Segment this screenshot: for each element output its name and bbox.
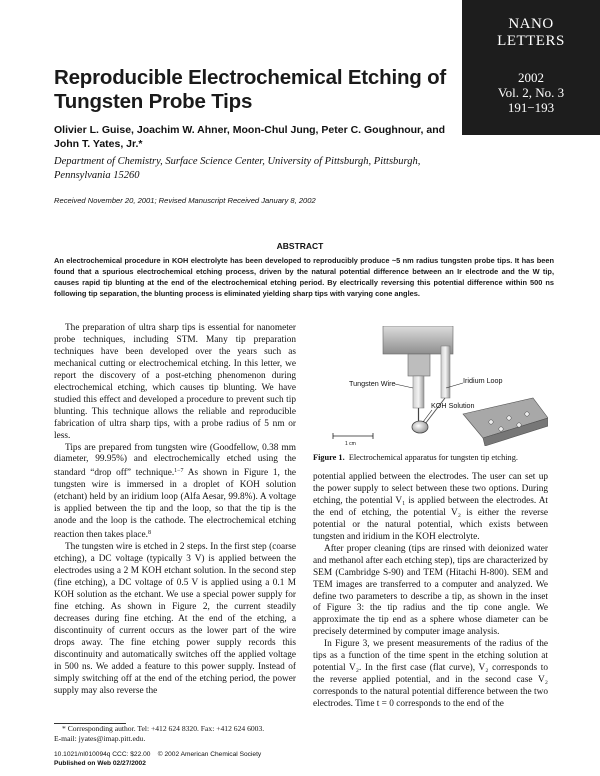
doi-line xyxy=(54,751,454,760)
paragraph: After proper cleaning (tips are rinsed with deionized water and methanol after each etching step), tips are characterized by SEM (Cambridge S-90) and TEM (Hitachi H-800). SEM and TEM images are transferred to a computer and analyzed. We define two parameters to describe a tip, as shown in the inset of Figure 3: the tip radius and the tip cone angle. We approximate the tip end as a sphere whose diameter can be precisely determined by computer image analysis. xyxy=(313,543,548,638)
figure-caption xyxy=(313,452,553,463)
tip-rod xyxy=(413,376,424,408)
label-koh-solution: KOH Solution xyxy=(431,401,475,410)
citation-ref: 8 xyxy=(147,530,151,537)
paragraph xyxy=(54,443,296,543)
journal-badge xyxy=(462,0,600,135)
left-column xyxy=(54,323,296,698)
journal-year: 2002 xyxy=(518,70,544,85)
footnote-contact: * Corresponding author. Tel: +412 624 8320. Fax: +412 624 6003. xyxy=(62,724,265,733)
apparatus-diagram xyxy=(313,326,548,446)
right-column xyxy=(313,472,548,711)
caption-text: Electrochemical apparatus for tungsten tip etching. xyxy=(348,453,518,462)
scale-label: 1 cm xyxy=(345,441,356,446)
screw xyxy=(489,420,493,424)
paragraph: The preparation of ultra sharp tips is essential for nanometer probe techniques, including STM. Many tip preparation techniques have been developed over the years such as mechanical cutting or electrochemical etching. In this letter, we report the discovery of a post-etching phenomenon during electrochemical etching, which causes tip blunting. We have studied this effect and developed a procedure to prevent such tip blunting. This technique allows the reliable and reproducible fabrication of ultra sharp tips, with a probe radius of 5 nm or less. xyxy=(54,323,296,441)
caption-label: Figure 1. xyxy=(313,453,345,462)
paragraph: The tungsten wire is etched in 2 steps. In the first step (coarse etching), a DC voltage (typically 3 V) is applied between the electrodes using a 2 M KOH etchant solution. In the second step (fine etching), a DC voltage of 0.5 V is applied using a 0.1 M KOH solution as the etchant. We use a special power supply for fine etching. As shown in Figure 2, the current steadily decreases during fine etching. At the end of the etching, a discontinuity of current occurs as the lower part of the wire drops away. The fine etching power supply records this discontinuity and automatically switches off the applied voltage in 500 ns. We added a feature to this power supply. Instead of simply switching off at the end of the etching period, the power supply may also reverse the xyxy=(54,542,296,696)
paragraph: In Figure 3, we present measurements of the radius of the tips as a function of the time spent in the etching solution at potential V₂. In the first case (flat curve), V₂ corresponds to the reverse applied potential, and in the second case V₂ corresponds to the natural potential difference between the two electrodes. Time t = 0 corresponds to the end of the xyxy=(313,639,548,710)
footnote xyxy=(54,724,299,744)
screw xyxy=(499,427,503,431)
doi: 10.1021/nl010094q CCC: $22.00 xyxy=(54,751,151,758)
journal-name: NANO LETTERS xyxy=(497,16,565,49)
affiliation: Department of Chemistry, Surface Science Center, University of Pittsburgh, Pittsburgh, Pennsylvania 15260 xyxy=(54,156,421,181)
publication-info xyxy=(54,751,454,768)
author-list: Olivier L. Guise, Joachim W. Ahner, Moon-Chul Jung, Peter C. Goughnour, and John T. Yates, Jr.* xyxy=(54,124,446,150)
abstract-heading: ABSTRACT xyxy=(276,241,324,251)
published-date: Published on Web 02/27/2002 xyxy=(54,759,146,767)
koh-droplet xyxy=(412,421,428,433)
loop-arm xyxy=(441,346,450,398)
received-dates: Received November 20, 2001; Revised Manuscript Received January 8, 2002 xyxy=(54,196,316,205)
label-iridium-loop: Iridium Loop xyxy=(463,376,503,385)
pointer-line xyxy=(395,384,413,388)
journal-issue-info xyxy=(462,70,600,115)
text-span: Tips are prepared from tungsten wire (Goodfellow, 0.38 mm diameter, 99.95%) and electrochemically etched using the standard “drop off” technique. xyxy=(54,442,296,479)
journal-pages: 191−193 xyxy=(507,100,555,115)
screw xyxy=(507,416,511,420)
screw xyxy=(517,423,521,427)
holder-arm xyxy=(408,354,430,376)
text-span: As shown in Figure 1, the tungsten wire is immersed in a droplet of KOH solution (etchant) held by an iridium loop (Alfa Aesar, 99.8%). A voltage is applied between the tip and the loop, so that the tip is the anode and the loop is the cathode. The electrochemical etching reaction then takes place. xyxy=(54,468,296,541)
journal-volume: Vol. 2, No. 3 xyxy=(497,85,565,100)
screw xyxy=(525,412,529,416)
copyright: © 2002 American Chemical Society xyxy=(157,751,262,758)
citation-ref: 1−7 xyxy=(174,468,184,475)
article-title: Reproducible Electrochemical Etching of Tungsten Probe Tips xyxy=(54,66,447,113)
footnote-email: E-mail: jyates@imap.pitt.edu. xyxy=(54,733,146,743)
label-tungsten-wire: Tungsten Wire xyxy=(349,379,396,388)
figure-1 xyxy=(313,326,548,446)
abstract-text: An electrochemical procedure in KOH electrolyte has been developed to reproducibly produce ~5 nm radius tungsten probe tips. It has been found that a spurious electrochemical etching process, driven by the natural potential difference between an Ir electrode and the W tip, causes rapid tip blunting at the end of the electrochemical etching period. By electrically reversing this potential difference within 500 ns following tip separation, the blunting process is eliminated yielding sharp tips with varying cone angles. xyxy=(54,256,554,298)
paragraph: potential applied between the electrodes. The user can set up the power supply to select between these two options. During etching, the potential V₁ is applied between the electrodes. At the end of etching, the potential V₂ is either the reverse potential or the natural potential, which exists between tungsten and iridium in the KOH electrolyte. xyxy=(313,472,548,542)
